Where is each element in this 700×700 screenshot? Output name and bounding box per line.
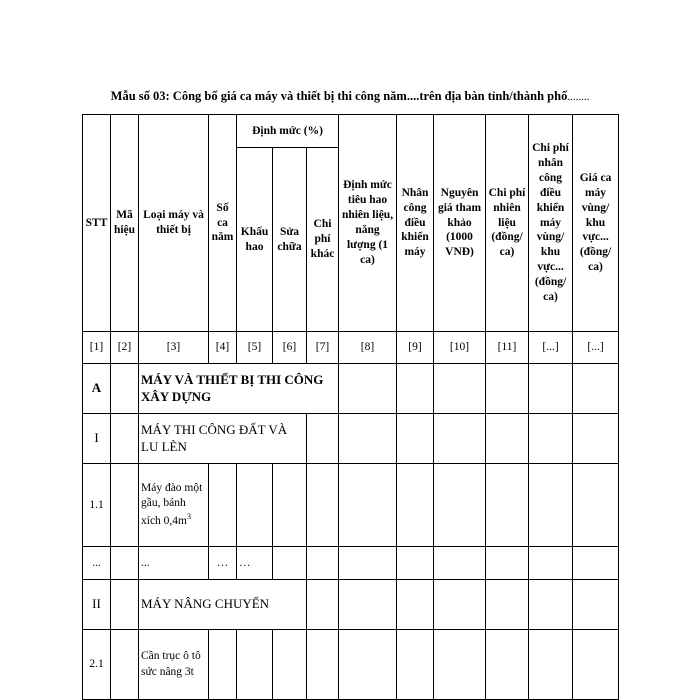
row-name-sup: 3 bbox=[187, 511, 191, 521]
row-cell bbox=[307, 464, 339, 547]
row-cell bbox=[486, 414, 529, 464]
index-cell: [5] bbox=[237, 332, 273, 364]
row-cell bbox=[397, 414, 434, 464]
index-cell: [6] bbox=[273, 332, 307, 364]
row-cell bbox=[273, 547, 307, 580]
row-cell bbox=[486, 464, 529, 547]
row-cell bbox=[111, 547, 139, 580]
row-cell bbox=[397, 580, 434, 630]
table-row bbox=[83, 547, 619, 580]
index-cell: [...] bbox=[529, 332, 573, 364]
row-stt: 1.1 bbox=[83, 464, 111, 547]
index-cell: [7] bbox=[307, 332, 339, 364]
row-cell bbox=[573, 580, 619, 630]
row-name-text: Máy đào một gầu, bánh xích 0,4m bbox=[141, 481, 203, 527]
row-cell bbox=[529, 414, 573, 464]
row-cell bbox=[486, 547, 529, 580]
header-dinh-muc-tieu-hao: Định mức tiêu hao nhiên liệu, năng lượng (1 ca) bbox=[339, 115, 397, 332]
row-cell bbox=[529, 547, 573, 580]
row-cell bbox=[237, 630, 273, 700]
row-cell bbox=[339, 414, 397, 464]
row-name bbox=[139, 464, 209, 547]
row-cell bbox=[273, 630, 307, 700]
header-chi-phi-nhien-lieu: Chi phí nhiên liệu (đồng/ ca) bbox=[486, 115, 529, 332]
index-cell: [4] bbox=[209, 332, 237, 364]
row-name: ... bbox=[139, 547, 209, 580]
price-table bbox=[82, 114, 619, 700]
row-cell bbox=[573, 464, 619, 547]
header-stt: STT bbox=[83, 115, 111, 332]
row-cell bbox=[339, 547, 397, 580]
header-nhan-cong: Nhân công điều khiển máy bbox=[397, 115, 434, 332]
index-cell: [10] bbox=[434, 332, 486, 364]
row-stt: I bbox=[83, 414, 111, 464]
index-cell: [...] bbox=[573, 332, 619, 364]
row-name: MÁY NÂNG CHUYỂN bbox=[139, 580, 307, 630]
row-cell bbox=[111, 364, 139, 414]
row-cell bbox=[307, 414, 339, 464]
row-cell bbox=[573, 630, 619, 700]
row-cell bbox=[573, 414, 619, 464]
row-cell bbox=[307, 580, 339, 630]
row-cell bbox=[339, 364, 397, 414]
row-cell bbox=[339, 630, 397, 700]
header-so-ca-nam: Số ca năm bbox=[209, 115, 237, 332]
row-cell bbox=[434, 364, 486, 414]
row-cell bbox=[237, 464, 273, 547]
table-row bbox=[83, 414, 619, 464]
table-row bbox=[83, 464, 619, 547]
row-name: MÁY THI CÔNG ĐẤT VÀ LU LÈN bbox=[139, 414, 307, 464]
row-cell bbox=[111, 580, 139, 630]
row-cell bbox=[339, 580, 397, 630]
index-cell: [3] bbox=[139, 332, 209, 364]
row-cell bbox=[573, 547, 619, 580]
header-ma-hieu: Mã hiệu bbox=[111, 115, 139, 332]
form-title-text: Mẫu số 03: Công bố giá ca máy và thiết bị thi công năm....trên địa bàn tỉnh/thành phố bbox=[110, 89, 568, 103]
row-cell bbox=[339, 464, 397, 547]
row-cell bbox=[397, 630, 434, 700]
row-stt: 2.1 bbox=[83, 630, 111, 700]
row-cell bbox=[573, 364, 619, 414]
row-stt: II bbox=[83, 580, 111, 630]
row-cell bbox=[434, 580, 486, 630]
index-cell: [9] bbox=[397, 332, 434, 364]
row-cell bbox=[529, 630, 573, 700]
row-cell bbox=[486, 630, 529, 700]
table-row bbox=[83, 580, 619, 630]
row-cell bbox=[529, 364, 573, 414]
row-cell bbox=[397, 464, 434, 547]
row-cell bbox=[209, 464, 237, 547]
row-cell: … bbox=[237, 547, 273, 580]
row-cell: … bbox=[209, 547, 237, 580]
header-nguyen-gia: Nguyên giá tham khảo (1000 VNĐ) bbox=[434, 115, 486, 332]
header-chi-phi-nhan-cong: Chi phí nhân công điều khiển máy vùng/ khu vực... (đồng/ ca) bbox=[529, 115, 573, 332]
row-cell bbox=[486, 364, 529, 414]
header-khau-hao: Khấu hao bbox=[237, 148, 273, 332]
row-cell bbox=[434, 414, 486, 464]
row-cell bbox=[397, 364, 434, 414]
header-gia-ca-may: Giá ca máy vùng/ khu vực... (đồng/ ca) bbox=[573, 115, 619, 332]
index-cell: [1] bbox=[83, 332, 111, 364]
row-cell bbox=[397, 547, 434, 580]
form-title-dots: ........ bbox=[567, 91, 590, 103]
row-name: Cần trục ô tô sức nâng 3t bbox=[139, 630, 209, 700]
row-cell bbox=[111, 630, 139, 700]
table-row bbox=[83, 364, 619, 414]
form-title bbox=[0, 89, 700, 104]
table-row bbox=[83, 630, 619, 700]
row-cell bbox=[307, 630, 339, 700]
header-dinh-muc: Định mức (%) bbox=[237, 115, 339, 148]
header-chi-phi-khac: Chi phí khác bbox=[307, 148, 339, 332]
index-cell: [8] bbox=[339, 332, 397, 364]
index-row bbox=[83, 332, 619, 364]
row-cell bbox=[434, 630, 486, 700]
row-stt: A bbox=[83, 364, 111, 414]
row-cell bbox=[434, 464, 486, 547]
row-cell bbox=[209, 630, 237, 700]
row-cell bbox=[434, 547, 486, 580]
index-cell: [11] bbox=[486, 332, 529, 364]
row-cell bbox=[111, 464, 139, 547]
index-cell: [2] bbox=[111, 332, 139, 364]
row-stt: ... bbox=[83, 547, 111, 580]
header-sua-chua: Sửa chữa bbox=[273, 148, 307, 332]
row-cell bbox=[486, 580, 529, 630]
row-cell bbox=[273, 464, 307, 547]
row-cell bbox=[529, 580, 573, 630]
row-cell bbox=[307, 547, 339, 580]
row-name: MÁY VÀ THIẾT BỊ THI CÔNG XÂY DỰNG bbox=[139, 364, 339, 414]
row-cell bbox=[111, 414, 139, 464]
header-loai-may: Loại máy và thiết bị bbox=[139, 115, 209, 332]
row-cell bbox=[529, 464, 573, 547]
